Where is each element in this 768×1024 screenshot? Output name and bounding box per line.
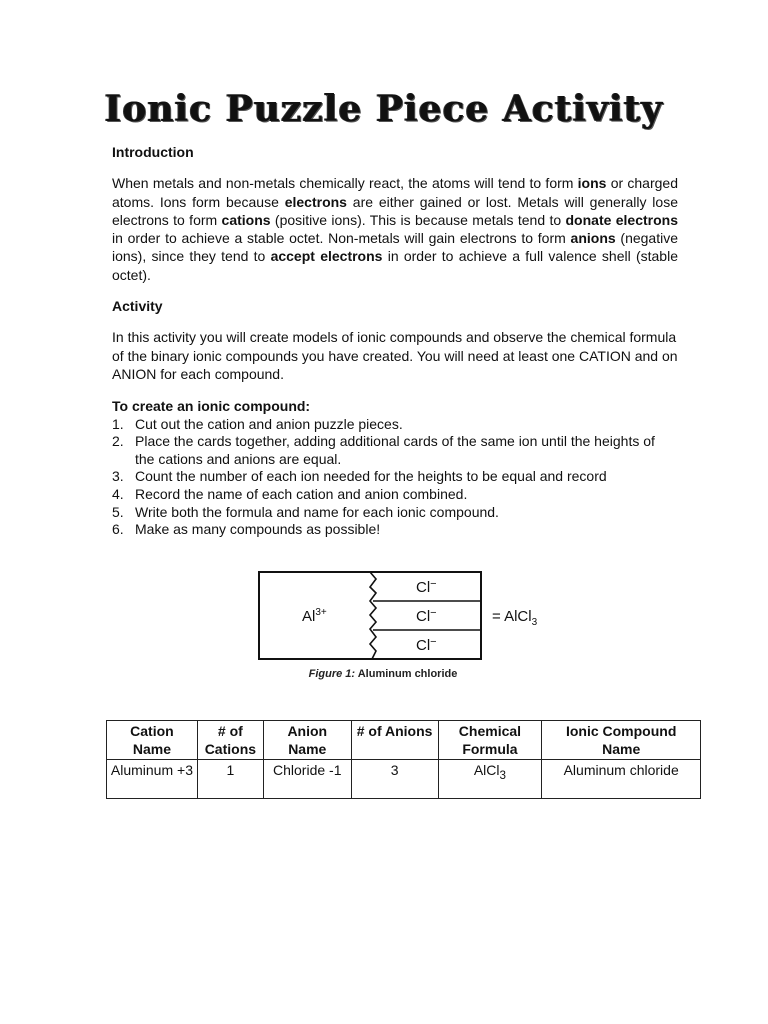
step-number: 3. [112, 468, 124, 485]
cell-num-cations: 1 [197, 760, 263, 799]
list-item [112, 504, 678, 522]
step-text: Write both the formula and name for each ionic compound. [135, 503, 499, 520]
list-item [112, 468, 678, 486]
step-text: Count the number of each ion needed for the heights to be equal and record [135, 468, 607, 485]
list-item [112, 416, 678, 434]
cation-label: $Al^{3+}$ [302, 607, 327, 625]
intro-text: (positive ions). This is because metals tend to [270, 211, 566, 228]
term-ions: ions [577, 175, 607, 192]
caption-text: Aluminum chloride [357, 668, 458, 680]
step-number: 6. [112, 521, 124, 538]
step-text: Make as many compounds as possible! [135, 521, 381, 538]
figure-caption [258, 668, 508, 680]
step-text: Place the cards together, adding additional cards of the same ion until the heights of the cations and anions are equal. [135, 433, 655, 467]
activity-paragraph: In this activity you will create models of ionic compounds and observe the chemical formula of the binary ionic compounds you have created. You will need at least one CATION and on ANION for each compound. [112, 329, 678, 382]
intro-text: are either gained or lost. Metals will generally lose electrons to form [112, 193, 678, 228]
header-num-cations: # of Cations [197, 721, 263, 760]
step-number: 1. [112, 415, 124, 432]
intro-text: When metals and non-metals chemically react, the atoms will tend to form [112, 175, 578, 192]
step-text: Record the name of each cation and anion combined. [135, 485, 468, 502]
anion-label: Cl− [416, 578, 437, 596]
intro-text: in order to achieve a full valence shell (stable octet). [112, 248, 678, 283]
list-item [112, 521, 678, 539]
caption-label: Figure 1: [308, 668, 356, 680]
introduction-section [112, 143, 678, 284]
anion-label: Cl− [416, 607, 437, 625]
formula-subscript: 3 [499, 768, 506, 782]
steps-section [112, 398, 678, 539]
steps-list [112, 416, 678, 539]
compound-table [106, 720, 701, 799]
term-donate-electrons: donate electrons [565, 211, 678, 228]
term-accept-electrons: accept electrons [270, 248, 383, 265]
term-anions: anions [570, 230, 616, 247]
activity-heading: Activity [112, 298, 163, 314]
header-compound-name: Ionic Compound Name [542, 721, 701, 760]
term-cations: cations [221, 211, 271, 228]
step-number: 2. [112, 433, 124, 450]
term-electrons: electrons [284, 193, 347, 210]
cell-compound-name: Aluminum chloride [542, 760, 701, 799]
page-title: Ionic Puzzle Piece Activity [104, 88, 664, 130]
introduction-paragraph [112, 174, 678, 284]
cell-anion-name: Chloride -1 [263, 760, 351, 799]
introduction-heading: Introduction [112, 144, 194, 160]
anion-label: Cl− [416, 636, 437, 654]
header-anion-name: Anion Name [263, 721, 351, 760]
list-item [112, 433, 678, 468]
step-text: Cut out the cation and anion puzzle pieces. [135, 415, 403, 432]
intro-text: (negative ions), since they tend to [112, 230, 679, 265]
header-cation-name: Cation Name [107, 721, 198, 760]
header-num-anions: # of Anions [351, 721, 438, 760]
cell-chemical-formula [438, 760, 542, 799]
steps-heading: To create an ionic compound: [112, 398, 311, 414]
cell-num-anions: 3 [351, 760, 438, 799]
list-item [112, 486, 678, 504]
step-number: 5. [112, 503, 124, 520]
puzzle-piece-figure [258, 571, 588, 671]
table-row [107, 760, 701, 799]
puzzle-zigzag-edge [370, 572, 376, 659]
intro-text: in order to achieve a stable octet. Non-metals will gain electrons to form [112, 230, 571, 247]
cell-cation-name: Aluminum +3 [107, 760, 198, 799]
intro-text: or charged atoms. Ions form because [112, 175, 678, 210]
table-header-row [107, 721, 701, 760]
header-chemical-formula: Chemical Formula [438, 721, 542, 760]
step-number: 4. [112, 485, 124, 502]
activity-section [112, 297, 678, 383]
formula-result: = AlCl$_3$ [492, 608, 538, 628]
formula-text: AlCl [473, 762, 500, 778]
